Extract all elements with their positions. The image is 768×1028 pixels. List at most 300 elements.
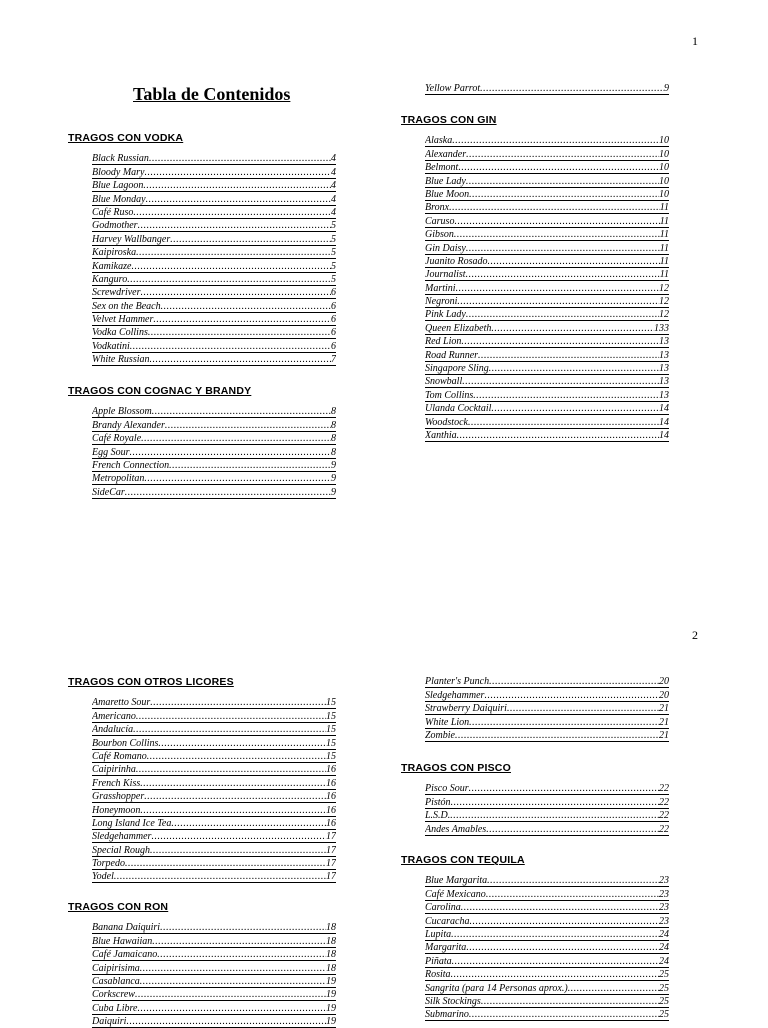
toc-entry[interactable] [425,161,669,174]
toc-entry[interactable] [92,313,336,326]
toc-entry-name: Margarita [425,942,467,954]
toc-entry-name: Gibson [425,229,454,241]
toc-entry-name: Negroni [425,296,458,308]
toc-entry-name: Caipirisima [92,962,140,974]
toc-entry-name: Juanito Rosado [425,255,488,267]
toc-entry-page: 10 [659,135,669,147]
toc-entry[interactable] [425,134,669,147]
toc-entry[interactable] [92,192,336,205]
toc-entry-name: Blue Monday [92,193,146,205]
toc-leader-dots [452,135,659,146]
toc-entry-page: 24 [659,955,669,967]
toc-leader-dots [469,783,659,794]
toc-entry-name: Belmont [425,162,459,174]
toc-entry[interactable] [92,988,336,1001]
toc-entry[interactable] [92,339,336,352]
toc-entry-page: 23 [659,875,669,887]
toc-leader-dots [151,831,326,842]
toc-entry-page: 6 [331,314,336,326]
toc-entry-name: French Connection [92,459,170,471]
toc-entry[interactable] [425,981,669,994]
toc-entry-page: 24 [659,928,669,940]
toc-entry-name: L.S.D. [425,810,451,822]
toc-entry-name: Lupita [425,928,452,940]
toc-leader-dots [150,354,332,365]
toc-leader-dots [143,180,331,191]
toc-entry-name: Harvey Wallbanger [92,233,171,245]
toc-entry-name: Bronx [425,202,450,214]
toc-entry[interactable] [425,914,669,927]
toc-leader-dots [137,1003,326,1014]
toc-entry[interactable] [92,975,336,988]
toc-leader-dots [152,406,331,417]
toc-entry-name: Silk Stockings [425,995,481,1007]
toc-leader-dots [147,751,326,762]
toc-leader-dots [125,487,331,498]
toc-entry-page: 4 [331,180,336,192]
toc-entry-name: Kaipiroska [92,247,137,259]
toc-entry-name: Sex on the Beach [92,300,161,312]
toc-entry-page: 13 [659,336,669,348]
toc-entry[interactable] [425,782,669,795]
toc-entry-name: White Lion [425,716,470,728]
section-pisco [401,762,701,836]
toc-entry-page: 16 [326,764,336,776]
toc-leader-dots [114,871,326,882]
toc-entry[interactable] [92,696,336,709]
toc-list [92,696,336,883]
toc-leader-dots [146,194,331,205]
toc-entry[interactable] [425,321,669,334]
toc-entry[interactable] [425,809,669,822]
toc-entry-name: Apple Blossom [92,406,152,418]
toc-entry[interactable] [425,968,669,981]
toc-entry-page: 11 [659,269,669,281]
toc-entry[interactable] [92,206,336,219]
toc-entry[interactable] [92,445,336,458]
toc-leader-dots [489,363,659,374]
toc-leader-dots [458,162,659,173]
toc-entry[interactable] [92,432,336,445]
toc-entry[interactable] [92,459,336,472]
toc-leader-dots [484,690,659,701]
toc-entry[interactable] [425,887,669,900]
toc-entry[interactable] [92,870,336,883]
toc-leader-dots [136,764,326,775]
toc-entry[interactable] [425,995,669,1008]
toc-list [425,82,669,95]
toc-entry-name: Yellow Parrot [425,83,481,95]
toc-entry[interactable] [92,934,336,947]
toc-entry-name: Sangrita (para 14 Personas aprox.) [425,982,568,994]
toc-entry[interactable] [92,232,336,245]
section-vodka [68,132,368,366]
toc-entry-name: Caipirinha [92,764,136,776]
toc-leader-dots [148,327,331,338]
toc-entry-page: 12 [659,309,669,321]
toc-entry[interactable] [92,179,336,192]
toc-leader-dots [145,167,332,178]
toc-entry[interactable] [92,405,336,418]
toc-leader-dots [165,420,331,431]
toc-leader-dots [473,390,659,401]
toc-entry-page: 5 [331,260,336,272]
toc-list [92,921,336,1028]
toc-entry[interactable] [92,843,336,856]
toc-entry-page: 10 [659,188,669,200]
toc-leader-dots [466,309,659,320]
toc-entry-page: 18 [326,949,336,961]
toc-leader-dots [487,875,659,886]
toc-entry-page: 15 [326,710,336,722]
toc-entry-page: 18 [326,935,336,947]
toc-leader-dots [489,676,659,687]
toc-entry[interactable] [92,948,336,961]
toc-leader-dots [136,711,326,722]
toc-entry[interactable] [92,961,336,974]
toc-entry-page: 4 [331,206,336,218]
toc-entry-page: 14 [659,429,669,441]
toc-entry-name: Rosita [425,969,451,981]
toc-entry-name: Caruso [425,215,455,227]
toc-leader-dots [149,153,331,164]
toc-entry[interactable] [425,688,669,701]
toc-leader-dots [449,202,660,213]
toc-entry-page: 23 [659,888,669,900]
toc-entry-name: Black Russian [92,153,149,165]
toc-entry-name: Pisco Sour [425,783,469,795]
toc-entry-name: Snowball [425,376,463,388]
toc-entry-name: Blue Lady [425,175,466,187]
toc-list [425,134,669,442]
toc-entry-name: Tom Collins [425,389,474,401]
toc-entry-page: 9 [331,486,336,498]
toc-entry-page: 6 [331,300,336,312]
toc-leader-dots [491,323,654,334]
toc-entry[interactable] [92,165,336,178]
toc-entry-name: Blue Hawaiian [92,935,153,947]
toc-entry[interactable] [425,268,669,281]
toc-entry[interactable] [425,729,669,742]
toc-entry[interactable] [425,954,669,967]
toc-entry-page: 11 [659,255,669,267]
toc-entry[interactable] [92,286,336,299]
toc-leader-dots [450,810,659,821]
toc-leader-dots [466,243,660,254]
toc-entry-name: Godmother [92,220,138,232]
toc-leader-dots [133,724,326,735]
toc-entry-name: Cucaracha [425,915,470,927]
toc-list [92,405,336,499]
toc-entry-name: Gin Daisy [425,242,466,254]
toc-leader-dots [455,730,659,741]
toc-entry[interactable] [425,415,669,428]
toc-entry-page: 25 [659,982,669,994]
toc-leader-dots [158,738,326,749]
toc-leader-dots [462,376,659,387]
toc-entry[interactable] [425,214,669,227]
toc-entry[interactable] [425,82,669,95]
toc-entry[interactable] [425,295,669,308]
toc-entry-page: 7 [331,354,336,366]
section-yellow [401,82,701,95]
toc-leader-dots [451,797,659,808]
toc-entry-name: Red Lion [425,336,462,348]
toc-entry-page: 8 [331,433,336,445]
toc-entry-name: Vodka Collins [92,327,148,339]
toc-entry[interactable] [92,790,336,803]
toc-entry[interactable] [92,736,336,749]
toc-leader-dots [457,296,659,307]
toc-entry[interactable] [92,750,336,763]
section-title: TRAGOS CON TEQUILA [401,854,525,866]
toc-entry-page: 4 [331,193,336,205]
toc-entry-page: 22 [659,796,669,808]
toc-entry-page: 6 [331,287,336,299]
toc-entry[interactable] [425,675,669,688]
toc-leader-dots [135,989,326,1000]
toc-entry[interactable] [425,362,669,375]
toc-entry-name: Piñata [425,955,452,967]
toc-entry-name: Yodel [92,871,114,883]
toc-entry[interactable] [92,763,336,776]
toc-entry-name: Café Romano [92,750,147,762]
toc-entry[interactable] [92,857,336,870]
toc-entry-name: Queen Elizabeth [425,322,492,334]
toc-entry[interactable] [92,353,336,366]
toc-entry[interactable] [92,299,336,312]
toc-entry-page: 17 [326,871,336,883]
toc-entry-page: 9 [664,83,669,95]
toc-entry-name: Cuba Libre [92,1002,138,1014]
toc-entry-page: 15 [326,724,336,736]
toc-leader-dots [454,216,659,227]
toc-entry-name: Banana Daiquiri [92,922,161,934]
toc-entry-page: 21 [659,716,669,728]
toc-entry-name: Journalist [425,269,466,281]
toc-leader-dots [480,83,664,94]
toc-entry-name: Ulanda Cocktail [425,403,492,415]
section-ron-continued [401,675,701,742]
toc-entry-name: Velvet Hammer [92,314,154,326]
toc-entry[interactable] [425,874,669,887]
toc-entry[interactable] [92,723,336,736]
toc-entry-page: 16 [326,817,336,829]
toc-entry-page: 23 [659,902,669,914]
toc-entry-page: 11 [659,202,669,214]
toc-leader-dots [140,963,326,974]
toc-entry-page: 19 [326,1016,336,1028]
toc-leader-dots [451,969,659,980]
toc-entry[interactable] [425,928,669,941]
toc-entry[interactable] [425,715,669,728]
toc-entry-name: Brandy Alexander [92,419,165,431]
section-cognac [68,385,368,499]
toc-entry[interactable] [92,273,336,286]
toc-entry[interactable] [92,485,336,498]
toc-entry-name: Andes Amables [425,823,487,835]
toc-leader-dots [452,956,659,967]
toc-entry-page: 8 [331,419,336,431]
toc-entry[interactable] [425,429,669,442]
toc-entry[interactable] [425,348,669,361]
toc-entry-page: 25 [659,995,669,1007]
toc-leader-dots [454,229,660,240]
toc-list [425,675,669,742]
toc-leader-dots [171,818,326,829]
toc-entry[interactable] [425,188,669,201]
toc-entry-name: Vodkatini [92,340,130,352]
toc-leader-dots [126,1016,326,1027]
toc-entry-name: Andalucía [92,724,134,736]
toc-leader-dots [153,314,331,325]
toc-entry-name: Blue Moon [425,188,470,200]
toc-entry-page: 22 [659,810,669,822]
toc-leader-dots [144,473,331,484]
toc-entry[interactable] [425,281,669,294]
toc-entry[interactable] [425,174,669,187]
toc-entry-name: Alaska [425,135,453,147]
toc-entry[interactable] [425,402,669,415]
toc-entry-name: Blue Lagoon [92,180,144,192]
toc-entry-name: Casablanca [92,975,140,987]
toc-leader-dots [469,189,659,200]
toc-entry[interactable] [425,241,669,254]
toc-entry[interactable] [92,152,336,165]
toc-leader-dots [125,858,326,869]
toc-entry-name: Woodstock [425,416,468,428]
toc-list [425,782,669,836]
toc-entry-name: Submarino [425,1009,469,1021]
toc-entry[interactable] [425,375,669,388]
toc-entry[interactable] [425,702,669,715]
toc-entry[interactable] [92,418,336,431]
toc-leader-dots [466,269,660,280]
toc-entry-page: 5 [331,233,336,245]
toc-entry-page: 10 [659,175,669,187]
toc-entry-page: 11 [659,242,669,254]
toc-leader-dots [466,176,659,187]
toc-entry-page: 16 [326,777,336,789]
toc-entry-page: 13 [659,389,669,401]
toc-entry[interactable] [92,921,336,934]
toc-entry-page: 24 [659,942,669,954]
toc-entry-page: 13 [659,363,669,375]
toc-entry-page: 11 [659,229,669,241]
toc-entry-name: Kanguro [92,273,128,285]
toc-leader-dots [130,447,332,458]
toc-entry-page: 22 [659,823,669,835]
section-title: TRAGOS CON COGNAC Y BRANDY [68,385,252,397]
toc-entry-page: 14 [659,403,669,415]
toc-leader-dots [469,717,659,728]
toc-leader-dots [152,936,326,947]
toc-entry-name: Café Mexicano [425,888,486,900]
toc-entry[interactable] [425,335,669,348]
toc-entry[interactable] [92,830,336,843]
section-ron [68,901,368,1028]
toc-entry-page: 19 [326,975,336,987]
toc-entry-name: Torpedo [92,858,125,870]
toc-entry[interactable] [425,1008,669,1021]
toc-entry-name: Americano [92,710,136,722]
toc-entry[interactable] [425,941,669,954]
toc-entry-name: Café Ruso [92,206,134,218]
toc-entry-page: 18 [326,962,336,974]
toc-entry-page: 8 [331,446,336,458]
toc-entry-page: 15 [326,737,336,749]
toc-entry[interactable] [92,1001,336,1014]
toc-entry-name: Screwdriver [92,287,141,299]
section-title: TRAGOS CON PISCO [401,762,511,774]
toc-entry[interactable] [92,817,336,830]
toc-entry-name: Daiquiri [92,1016,127,1028]
toc-entry-name: Egg Sour [92,446,130,458]
toc-entry[interactable] [425,822,669,835]
toc-entry-name: Singapore Sling [425,363,489,375]
toc-entry-page: 10 [659,148,669,160]
toc-entry-name: Honeymoon [92,804,141,816]
toc-entry[interactable] [92,1015,336,1028]
toc-entry-page: 10 [659,162,669,174]
toc-entry[interactable] [92,219,336,232]
toc-leader-dots [468,417,659,428]
toc-leader-dots [486,824,659,835]
toc-entry[interactable] [92,326,336,339]
toc-entry[interactable] [425,255,669,268]
toc-leader-dots [130,341,331,352]
toc-entry[interactable] [92,709,336,722]
toc-entry-page: 17 [326,844,336,856]
toc-leader-dots [478,350,659,361]
toc-leader-dots [144,791,326,802]
toc-leader-dots [461,336,659,347]
toc-entry[interactable] [425,901,669,914]
toc-entry-name: Road Runner [425,349,479,361]
toc-entry[interactable] [425,388,669,401]
toc-entry-name: Planter's Punch [425,676,490,688]
toc-entry-name: Sledgehammer [425,689,485,701]
toc-entry[interactable] [92,246,336,259]
toc-leader-dots [456,283,659,294]
toc-entry-name: Blue Margarita [425,875,488,887]
toc-entry-page: 15 [326,697,336,709]
toc-entry[interactable] [92,472,336,485]
toc-entry[interactable] [425,228,669,241]
toc-entry-page: 15 [326,750,336,762]
toc-entry-name: SideCar [92,486,125,498]
toc-entry[interactable] [425,308,669,321]
toc-leader-dots [157,949,326,960]
toc-entry-page: 5 [331,273,336,285]
toc-entry-page: 20 [659,676,669,688]
toc-entry[interactable] [425,795,669,808]
toc-leader-dots [133,207,331,218]
toc-leader-dots [507,703,659,714]
toc-entry[interactable] [92,259,336,272]
page-number: 2 [692,628,698,642]
toc-entry[interactable] [92,803,336,816]
toc-entry[interactable] [425,147,669,160]
toc-entry-page: 6 [331,340,336,352]
toc-leader-dots [469,1009,659,1020]
toc-entry-page: 133 [654,322,669,334]
toc-entry-page: 25 [659,969,669,981]
toc-entry[interactable] [92,776,336,789]
toc-entry[interactable] [425,201,669,214]
toc-leader-dots [138,220,331,231]
toc-entry-page: 22 [659,783,669,795]
